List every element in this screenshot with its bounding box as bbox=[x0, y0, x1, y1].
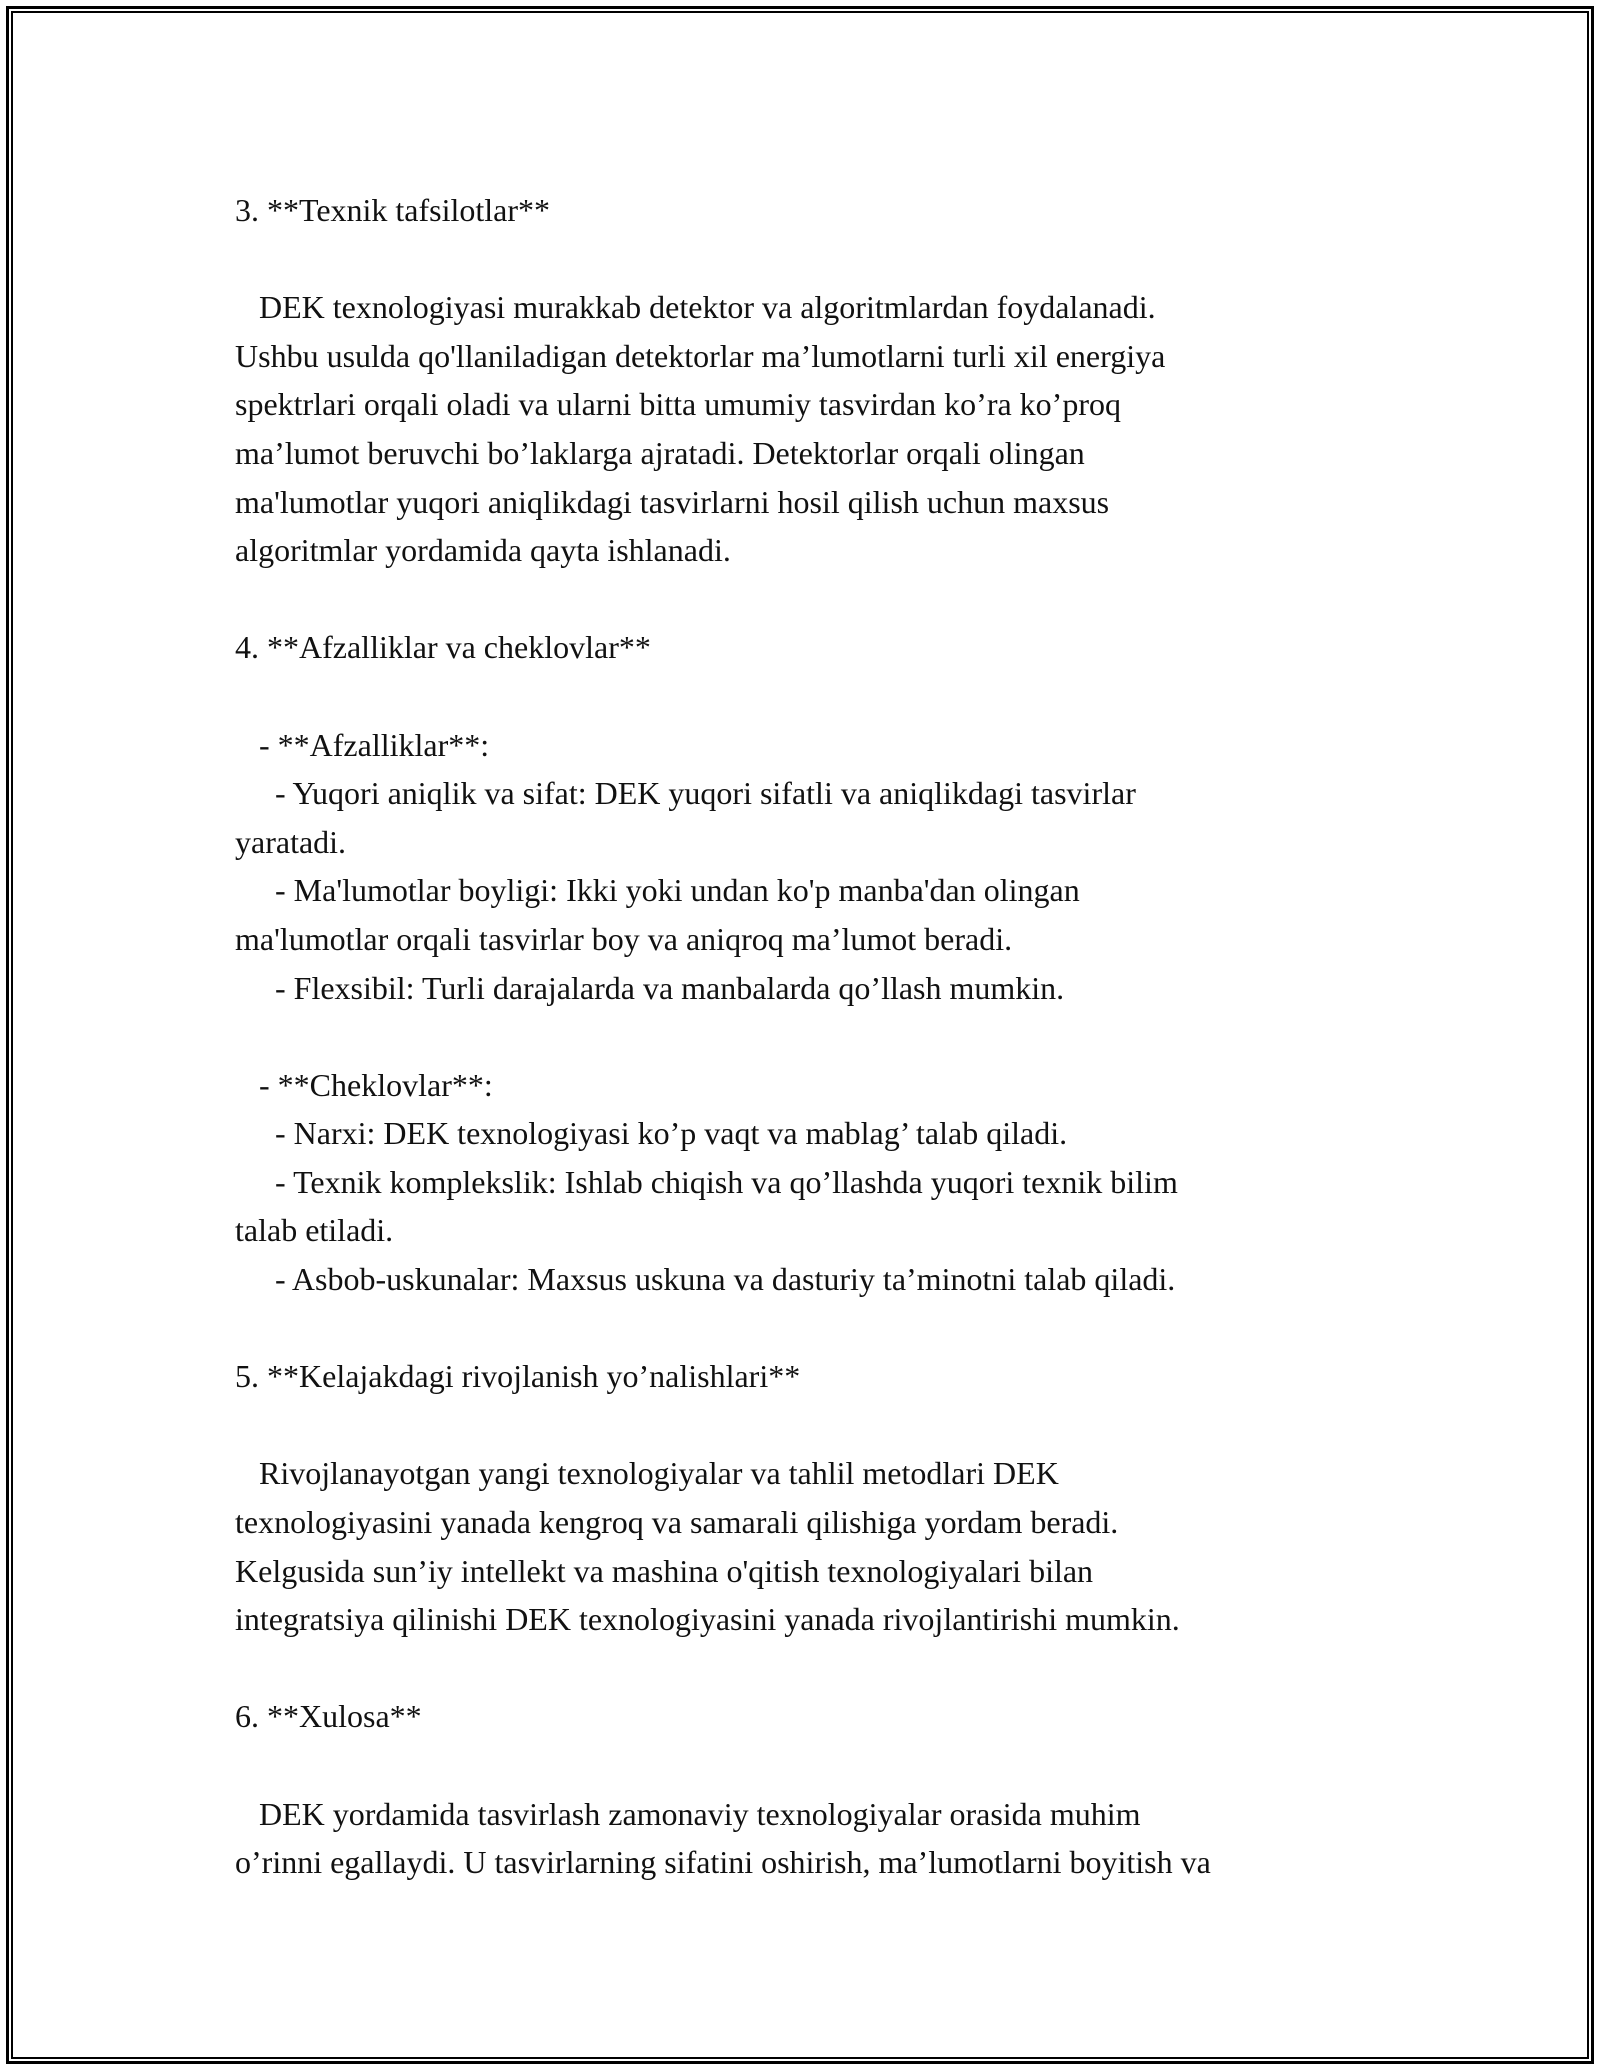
list-item-continuation: ma'lumotlar orqali tasvirlar boy va aniqroq ma’lumot beradi. bbox=[235, 920, 1013, 957]
section-heading-future-directions: 5. **Kelajakdagi rivojlanish yo’nalishlari** bbox=[235, 1358, 801, 1395]
section-heading-conclusion: 6. **Xulosa** bbox=[235, 1698, 422, 1735]
paragraph-line: texnologiyasini yanada kengroq va samarali qilishiga yordam beradi. bbox=[235, 1504, 1119, 1541]
list-item: - Narxi: DEK texnologiyasi ko’p vaqt va mablag’ talab qiladi. bbox=[235, 1115, 1068, 1152]
spacer bbox=[235, 1741, 1375, 1790]
list-item-continuation: yaratadi. bbox=[235, 823, 347, 860]
paragraph-line: o’rinni egallaydi. U tasvirlarning sifatini oshirish, ma’lumotlarni boyitish va bbox=[235, 1844, 1211, 1881]
paragraph-line: algoritmlar yordamida qayta ishlanadi. bbox=[235, 532, 731, 569]
spacer bbox=[235, 1401, 1375, 1450]
paragraph-line: Kelgusida sun’iy intellekt va mashina o'qitish texnologiyalari bilan bbox=[235, 1552, 1094, 1589]
spacer bbox=[235, 1304, 1375, 1353]
spacer bbox=[235, 235, 1375, 284]
list-item: - Flexsibil: Turli darajalarda va manbalarda qo’llash mumkin. bbox=[235, 969, 1065, 1006]
section-heading-advantages-limitations: 4. **Afzalliklar va cheklovlar** bbox=[235, 629, 651, 666]
paragraph-line: ma’lumot beruvchi bo’laklarga ajratadi. Detektorlar orqali olingan bbox=[235, 434, 1085, 471]
spacer bbox=[235, 1644, 1375, 1693]
list-item-continuation: talab etiladi. bbox=[235, 1212, 394, 1249]
list-heading-limitations: - **Cheklovlar**: bbox=[235, 1066, 493, 1103]
paragraph-line: Ushbu usulda qo'llaniladigan detektorlar ma’lumotlarni turli xil energiya bbox=[235, 337, 1166, 374]
list-item: - Asbob-uskunalar: Maxsus uskuna va dasturiy ta’minotni talab qiladi. bbox=[235, 1261, 1176, 1298]
document-body bbox=[235, 186, 1375, 1887]
section-heading-technical-details: 3. **Texnik tafsilotlar** bbox=[235, 192, 551, 228]
list-heading-advantages: - **Afzalliklar**: bbox=[235, 726, 490, 763]
list-item: - Yuqori aniqlik va sifat: DEK yuqori sifatli va aniqlikdagi tasvirlar bbox=[235, 775, 1136, 812]
paragraph-line: ma'lumotlar yuqori aniqlikdagi tasvirlarni hosil qilish uchun maxsus bbox=[235, 483, 1110, 520]
list-item: - Ma'lumotlar boyligi: Ikki yoki undan ko'p manba'dan olingan bbox=[235, 872, 1080, 909]
spacer bbox=[235, 1012, 1375, 1061]
paragraph-line: DEK yordamida tasvirlash zamonaviy texnologiyalar orasida muhim bbox=[235, 1795, 1141, 1832]
paragraph-line: spektrlari orqali oladi va ularni bitta umumiy tasvirdan ko’ra ko’proq bbox=[235, 386, 1121, 423]
spacer bbox=[235, 672, 1375, 721]
list-item: - Texnik komplekslik: Ishlab chiqish va qo’llashda yuqori texnik bilim bbox=[235, 1163, 1178, 1200]
paragraph-line: integratsiya qilinishi DEK texnologiyasini yanada rivojlantirishi mumkin. bbox=[235, 1601, 1180, 1638]
paragraph-line: DEK texnologiyasi murakkab detektor va algoritmlardan foydalanadi. bbox=[235, 289, 1156, 326]
spacer bbox=[235, 575, 1375, 624]
paragraph-line: Rivojlanayotgan yangi texnologiyalar va tahlil metodlari DEK bbox=[235, 1455, 1059, 1492]
